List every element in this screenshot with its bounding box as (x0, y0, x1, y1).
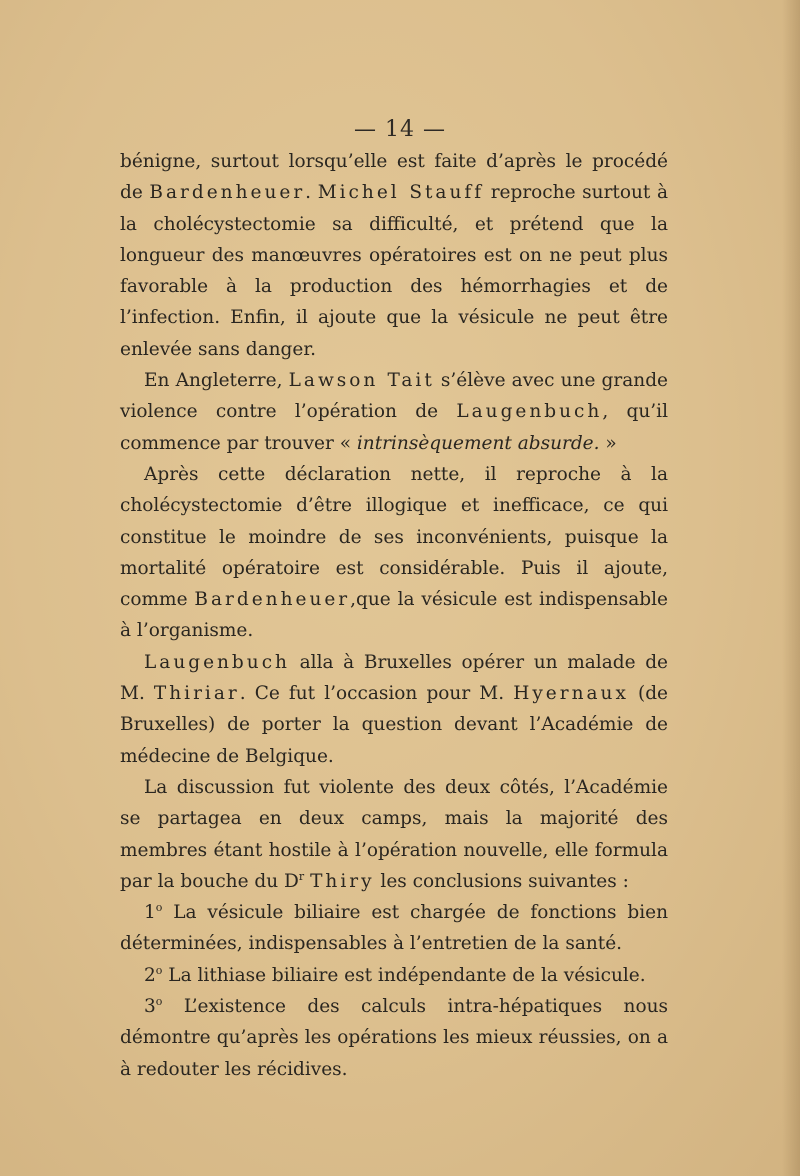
text-run: 1 (144, 902, 156, 924)
spaced-name: Laugenbuch (144, 651, 290, 673)
body-text (120, 146, 668, 1085)
text-run: . Ce fut l’occasion pour M. (239, 683, 514, 705)
text-run: bénigne, surtout lorsqu’elle est faite d’après le procédé de (120, 151, 668, 204)
text-run: 2 (144, 964, 156, 986)
spaced-name: Hyernaux (513, 683, 629, 705)
text-run: (de Bruxelles) de porter la question devant l’Académie de médecine de Belgique. (120, 683, 668, 767)
text-run: s’élève avec une grande violence contre l’opération de (120, 370, 668, 423)
text-run: ,que la vésicule est indispensable à l’organisme. (120, 589, 668, 642)
italic-text: intrinsèquement absurde. (356, 432, 600, 454)
superscript: r (298, 869, 305, 883)
text-run: les conclusions suivantes : (374, 870, 629, 892)
spaced-name: Laugenbuch (456, 401, 603, 423)
text-run: , qu’il commence par trouver « (120, 401, 668, 454)
superscript: o (155, 994, 163, 1008)
spaced-name: Bardenheuer (194, 589, 351, 611)
page-number: — 14 — (354, 117, 446, 142)
paragraph (120, 772, 668, 897)
page-edge-shadow (782, 0, 800, 1176)
text-run: 3 (144, 996, 156, 1018)
paragraph (120, 365, 668, 459)
spaced-name: Thiry (310, 870, 375, 892)
text-run: Après cette déclaration nette, il reproche à la cholécystectomie d’être illogique et inefficace, ce qui constitue le moindre de ses inconvénients, puisque la mortalité opératoire est considérable. Puis il ajoute, comme (120, 463, 668, 611)
text-run: La lithiase biliaire est indépendante de la vésicule. (162, 964, 646, 986)
paragraph (120, 146, 668, 365)
text-run: alla à Bruxelles opérer un malade de M. (120, 651, 668, 705)
spaced-name: Bardenheuer (149, 182, 306, 204)
paragraph (120, 960, 668, 991)
text-run: » (599, 432, 617, 454)
paragraph (120, 647, 668, 772)
text-run: En Angleterre, (144, 370, 289, 392)
superscript: o (155, 963, 163, 977)
text-run: reproche surtout à la cholécystectomie sa difficulté, et prétend que la longueur des manœuvres opératoires est on ne peut plus favorable à la production des hémorrhagies et de l’infection. Enfin, il ajoute que la vésicule ne peut être enlevée sans danger. (120, 182, 668, 360)
spaced-name: Thiriar (153, 683, 240, 705)
paragraph (120, 459, 668, 647)
text-run: La discussion fut violente des deux côtés, l’Académie se partagea en deux camps, mais la majorité des membres étant hostile à l’opération nouvelle, elle formula par la bouche du D (120, 776, 668, 892)
text-run: . (305, 182, 318, 204)
spaced-name: Michel Stauff (317, 182, 485, 204)
text-run: La vésicule biliaire est chargée de fonctions bien déterminées, indispensables à l’entretien de la santé. (120, 902, 668, 955)
text-run: L’existence des calculs intra-hépatiques nous démontre qu’après les opérations les mieux réussies, on a à redouter les récidives. (120, 996, 668, 1080)
spaced-name: Lawson Tait (288, 370, 435, 392)
paragraph (120, 991, 668, 1085)
paragraph (120, 897, 668, 960)
superscript: o (155, 900, 163, 914)
